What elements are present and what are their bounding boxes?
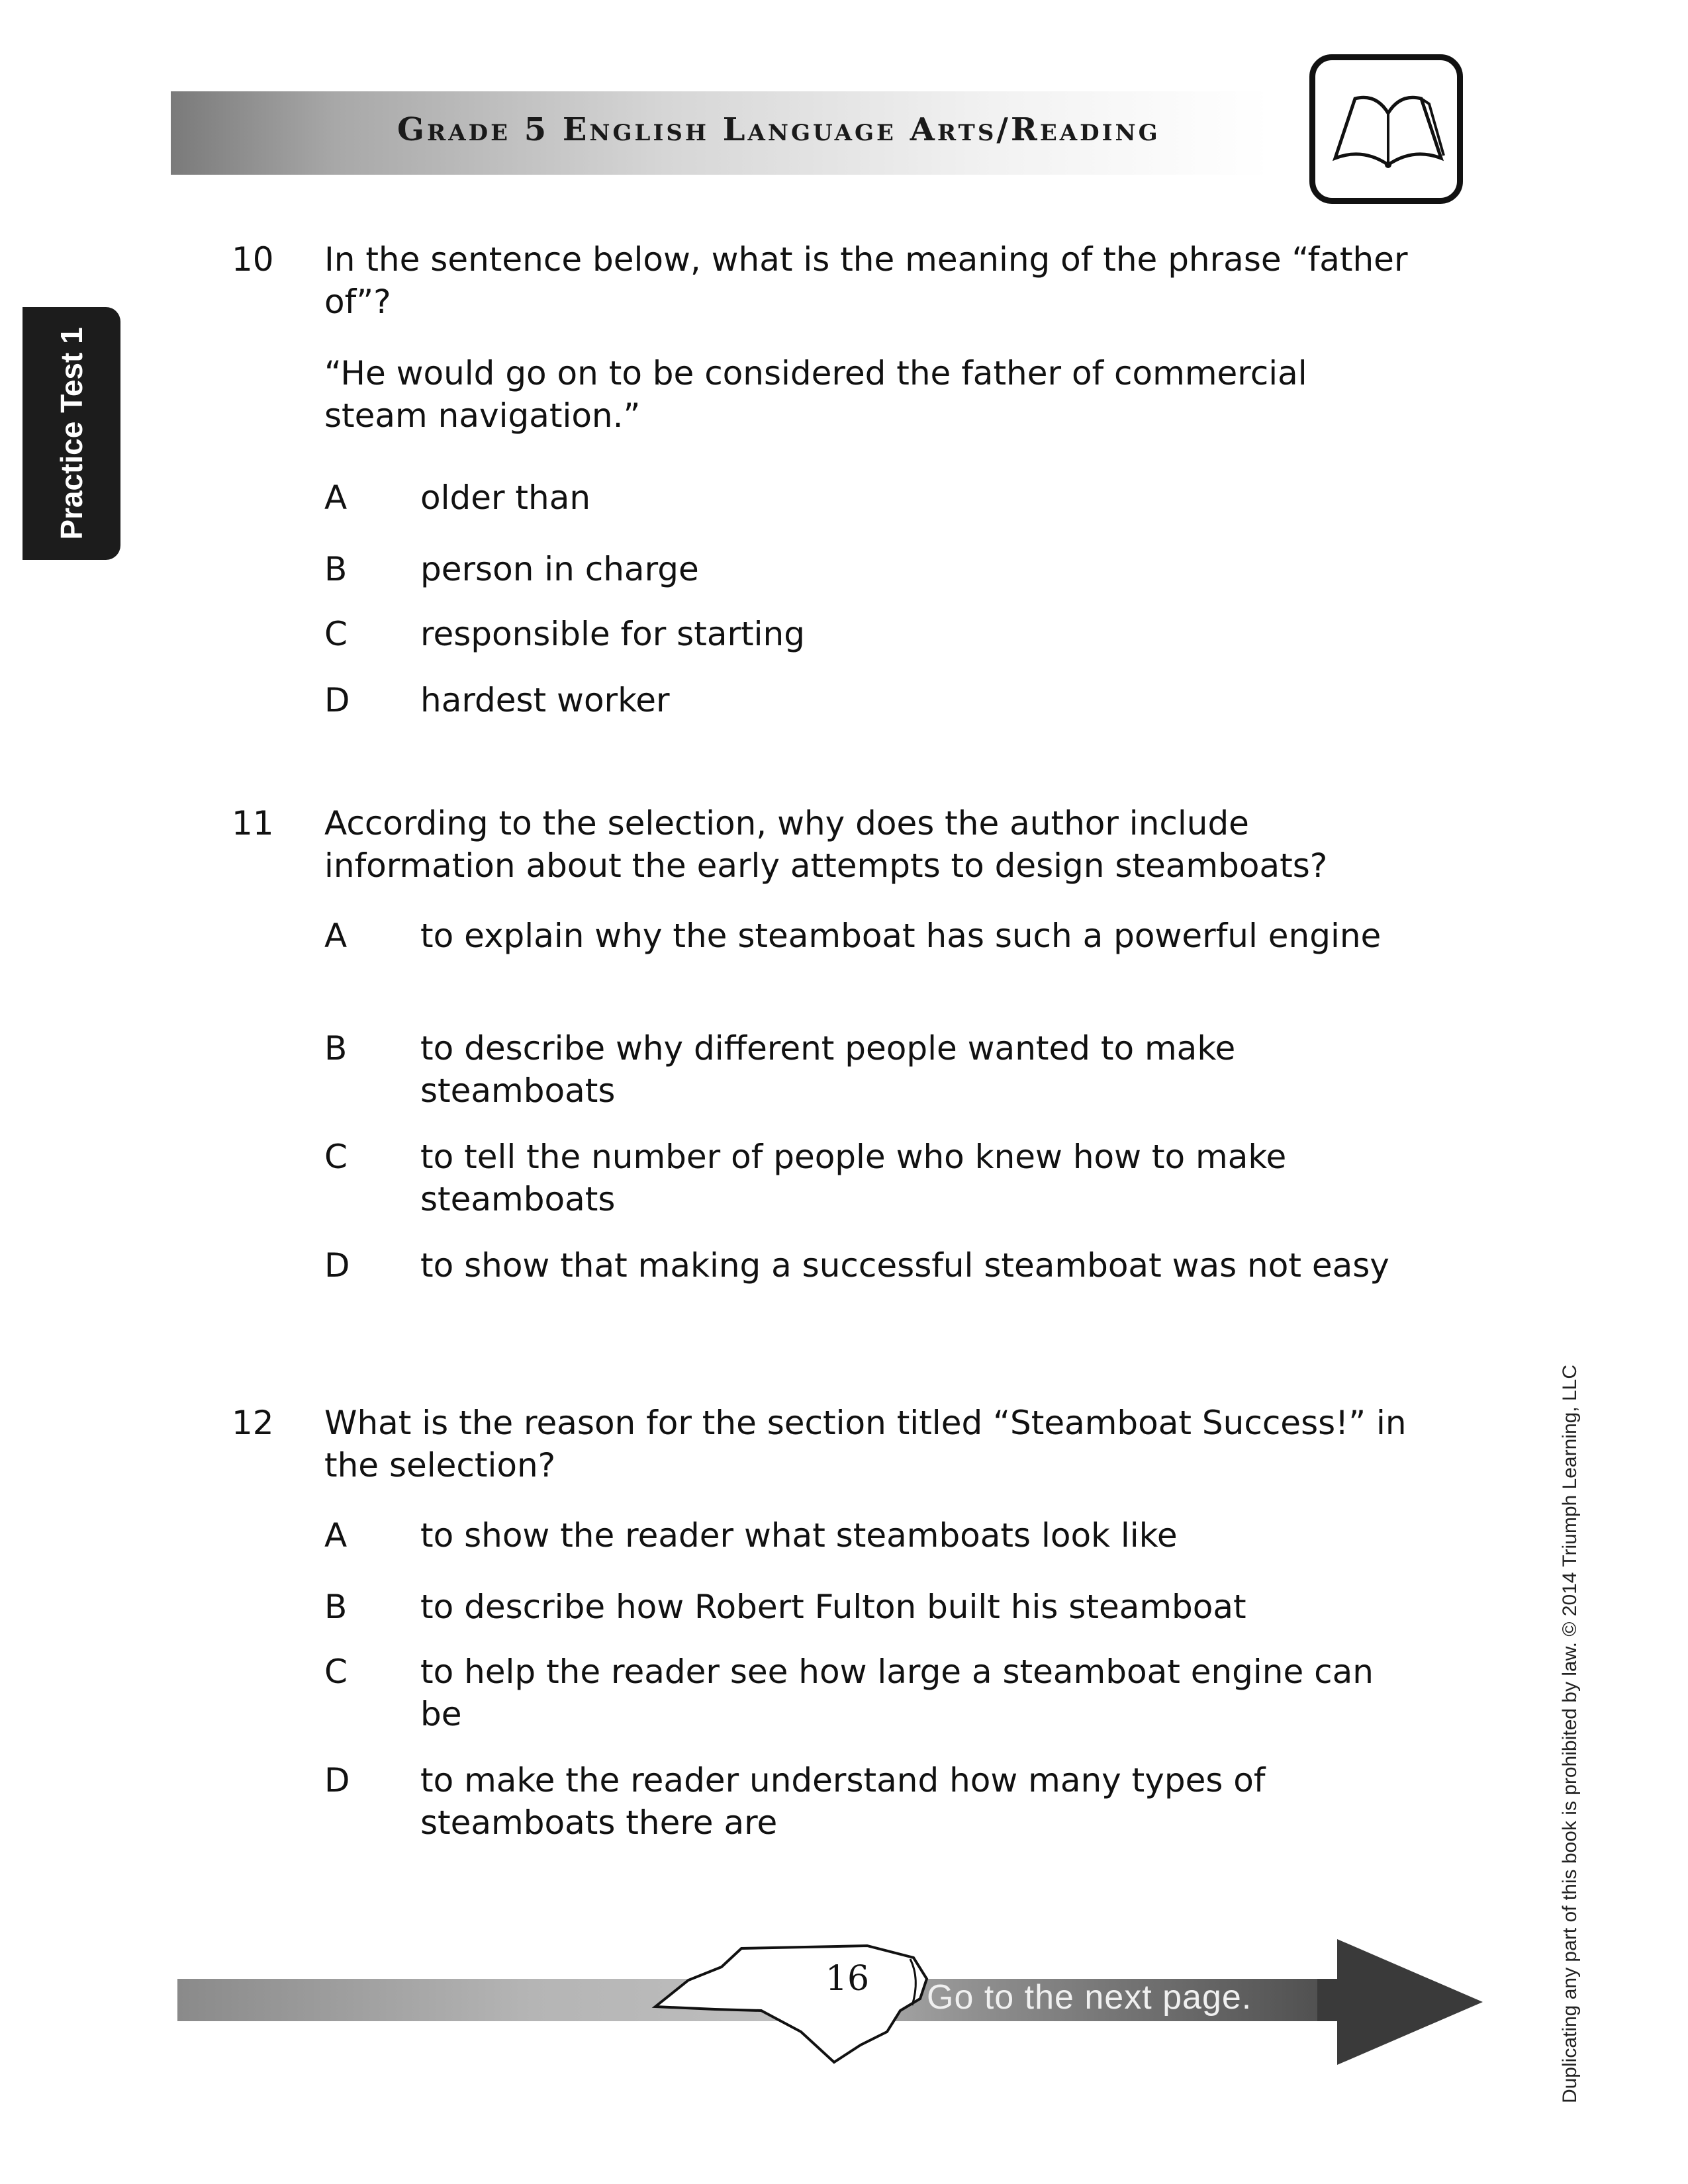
option-letter: D [324,681,350,719]
option-letter: C [324,1653,348,1691]
option-text: responsible for starting [420,615,805,653]
option-text: to show that making a successful steamboat was not easy [420,1246,1389,1285]
practice-test-label: Practice Test 1 [54,327,89,540]
option-letter: A [324,917,348,955]
question-text: In the sentence below, what is the meaning of the phrase “father of”? [324,240,1408,321]
copyright-notice: Duplicating any part of this book is prohibited by law. © 2014 Triumph Learning, LLC [1559,1364,1581,2104]
question-text: What is the reason for the section titled “Steamboat Success!” in the selection? [324,1404,1407,1484]
arrow-right-icon [1317,1939,1483,2065]
option-text: to tell the number of people who knew how to make steamboats [420,1138,1287,1218]
question-number: 10 [232,240,274,279]
option-text: to show the reader what steamboats look like [420,1516,1178,1555]
option-text: to make the reader understand how many types of steamboats there are [420,1761,1266,1842]
option-text: person in charge [420,550,699,588]
option-text: to describe how Robert Fulton built his steamboat [420,1588,1246,1626]
option-letter: C [324,1138,348,1176]
option-letter: C [324,615,348,653]
page-number: 16 [825,1959,870,1999]
book-icon-box [1309,54,1463,204]
north-carolina-map-icon [649,1933,953,2065]
question-text: According to the selection, why does the author include information about the early attempts to design steamboats? [324,804,1328,885]
option-letter: B [324,1029,348,1068]
option-text: to help the reader see how large a steamboat engine can be [420,1653,1374,1733]
open-book-icon [1330,87,1446,173]
practice-test-tab [23,307,120,560]
option-text: hardest worker [420,681,670,719]
option-letter: A [324,1516,348,1555]
option-letter: A [324,478,348,517]
next-page-label: Go to the next page. [927,1978,1252,2017]
question-quote: “He would go on to be considered the father of commercial steam navigation.” [324,354,1307,435]
page-title: Grade 5 English Language Arts/Reading [397,111,1160,148]
option-letter: B [324,550,348,588]
option-text: older than [420,478,591,517]
option-letter: D [324,1246,350,1285]
question-number: 11 [232,804,274,842]
option-text: to explain why the steamboat has such a powerful engine [420,917,1382,955]
option-letter: B [324,1588,348,1626]
question-number: 12 [232,1404,274,1442]
option-text: to describe why different people wanted to make steamboats [420,1029,1236,1110]
option-letter: D [324,1761,350,1799]
